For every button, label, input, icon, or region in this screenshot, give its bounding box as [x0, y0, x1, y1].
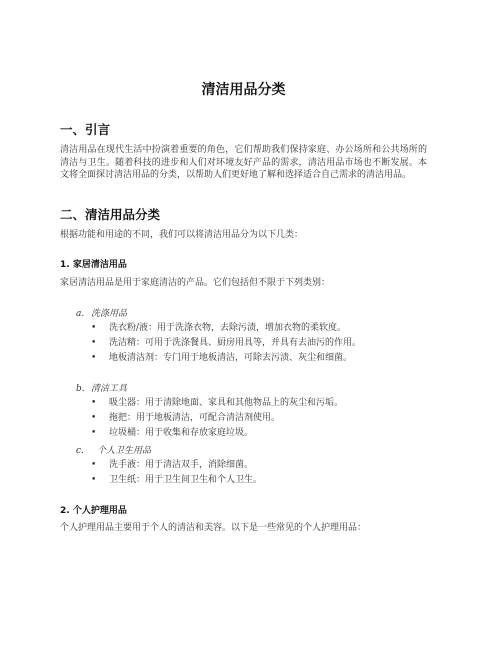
classification-paragraph: 根据功能和用途的不同，我们可以将清洁用品分为以下几类：: [60, 229, 304, 240]
category-label: 洗涤用品: [91, 308, 128, 319]
personal-care-paragraph: 个人护理用品主要用于个人的清洁和美容。以下是一些常见的个人护理用品：: [60, 522, 367, 533]
category-marker: a.: [76, 308, 85, 319]
list-item: • 洗衣粉/液：用于洗涤衣物，去除污渍，增加衣物的柔软度。: [91, 321, 427, 336]
list-item: • 吸尘器：用于清除地面、家具和其他物品上的灰尘和污垢。: [91, 396, 427, 411]
subsection-heading-personal-care: 2. 个人护理用品: [60, 505, 127, 516]
section-heading-intro: 一、引言: [60, 122, 111, 137]
bullet-icon: •: [91, 459, 97, 470]
list-item: • 卫生纸：用于卫生间卫生和个人卫生。: [91, 473, 427, 488]
list-item: • 洗洁精：可用于洗涤餐具、厨房用具等，并具有去油污的作用。: [91, 336, 427, 351]
list-item: • 拖把：用于地板清洁，可配合清洁剂使用。: [91, 411, 427, 426]
list-item: • 地板清洁剂：专门用于地板清洁，可除去污渍、灰尘和细菌。: [91, 351, 427, 366]
category-list-tools: [60, 396, 427, 441]
section-heading-classification: 二、清洁用品分类: [60, 206, 161, 222]
bullet-icon: •: [91, 352, 97, 363]
bullet-icon: •: [91, 412, 97, 423]
household-paragraph: 家居清洁用品是用于家庭清洁的产品。它们包括但不限于下列类别：: [60, 278, 331, 288]
bullet-icon: •: [91, 474, 97, 485]
category-label: 清洁工具: [91, 383, 128, 394]
list-item: • 洗手液：用于清洁双手，消除细菌。: [91, 458, 427, 473]
bullet-icon: •: [91, 337, 97, 348]
list-item: • 垃圾桶：用于收集和存放家庭垃圾。: [91, 426, 427, 441]
category-list-washing: [60, 321, 427, 366]
intro-paragraph: 清洁用品在现代生活中扮演着重要的角色，它们帮助我们保持家庭、办公场所和公共场所的清洁与卫生。随着科技的进步和人们对环境友好产品的需求，清洁用品市场也不断发展。本文将全面探讨清洁用品的分类，以帮助人们更好地了解和选择适合自己需求的清洁用品。: [60, 145, 427, 180]
category-marker: c.: [76, 445, 84, 456]
category-heading-hygiene: [60, 445, 427, 458]
category-marker: b.: [76, 383, 85, 394]
bullet-icon: •: [91, 397, 97, 408]
category-list-hygiene: [60, 458, 427, 488]
bullet-icon: •: [91, 427, 97, 438]
category-heading-tools: [60, 383, 427, 396]
document-title: 清洁用品分类: [201, 82, 286, 98]
bullet-icon: •: [91, 322, 97, 333]
subsection-heading-household: 1. 家居清洁用品: [60, 260, 127, 270]
category-heading-washing: [60, 308, 427, 321]
category-label: 个人卫生用品: [97, 445, 152, 456]
